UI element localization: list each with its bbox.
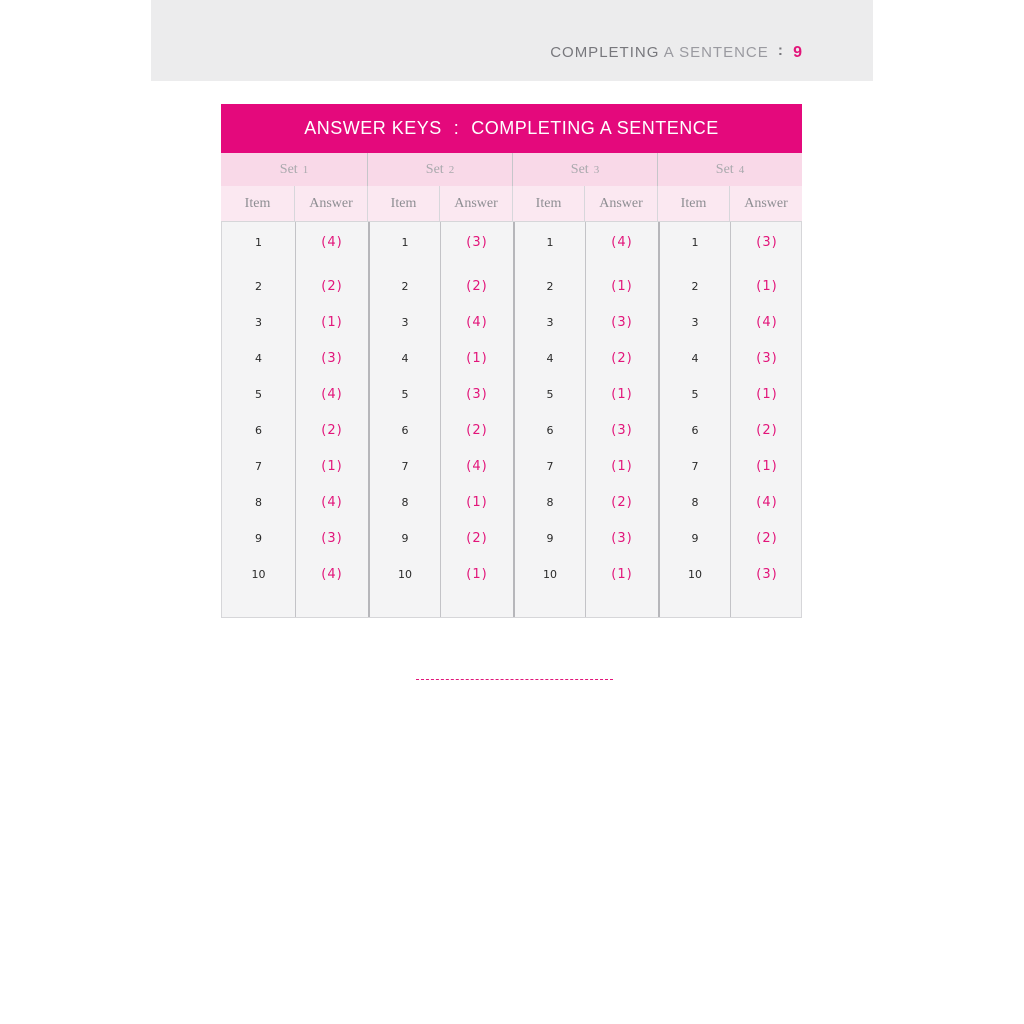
item-number: 6 (255, 424, 262, 437)
set-3-item-column (513, 222, 585, 617)
item-number: 9 (255, 532, 262, 545)
item-number: 7 (546, 460, 554, 473)
set-2-answer-column (440, 222, 513, 617)
answer-choice: (3) (756, 235, 778, 250)
answer-choice: (1) (611, 567, 633, 582)
banner-title-left: ANSWER KEYS (304, 118, 442, 138)
item-number: 3 (401, 316, 409, 329)
item-number: 2 (255, 280, 262, 293)
item-number: 3 (255, 316, 262, 329)
answer-choice: (1) (611, 279, 633, 294)
answer-choice: (2) (466, 279, 488, 294)
answer-choice: (2) (756, 531, 778, 546)
answer-choice: (4) (321, 235, 343, 250)
set-2-item-column (368, 222, 440, 617)
col-header-item: Item (244, 195, 271, 211)
answer-choice: (3) (466, 387, 488, 402)
answer-choice: (1) (756, 387, 778, 402)
item-number: 10 (543, 568, 557, 581)
item-number: 5 (546, 388, 554, 401)
answer-choice: (4) (321, 567, 343, 582)
item-number: 3 (546, 316, 554, 329)
answer-choice: (1) (611, 459, 633, 474)
answer-choice: (1) (756, 279, 778, 294)
set-header-row (221, 153, 802, 186)
item-number: 7 (255, 460, 262, 473)
item-number: 8 (401, 496, 409, 509)
col-header-item: Item (367, 186, 439, 221)
banner-colon: : (453, 118, 460, 138)
column-header-row (221, 186, 802, 221)
banner-title-right: COMPLETING A SENTENCE (471, 118, 719, 138)
col-header-item: Item (512, 186, 584, 221)
answer-choice: (4) (756, 315, 778, 330)
item-number: 3 (691, 316, 699, 329)
answer-choice: (4) (321, 495, 343, 510)
item-number: 2 (546, 280, 554, 293)
answer-choice: (3) (321, 351, 343, 366)
item-number: 7 (401, 460, 409, 473)
item-number: 1 (255, 236, 262, 249)
answer-choice: (2) (466, 423, 488, 438)
item-number: 2 (691, 280, 699, 293)
set-1-answer-column (295, 222, 368, 617)
answer-choice: (1) (466, 567, 488, 582)
dashed-divider (416, 679, 613, 680)
answer-choice: (3) (611, 315, 633, 330)
item-number: 8 (691, 496, 699, 509)
item-number: 4 (691, 352, 699, 365)
item-number: 1 (401, 236, 409, 249)
answer-choice: (3) (756, 351, 778, 366)
table-body (221, 221, 802, 618)
set-4-answer-column (730, 222, 803, 617)
answer-choice: (1) (611, 387, 633, 402)
answer-choice: (1) (321, 459, 343, 474)
item-number: 1 (546, 236, 554, 249)
set-header-1: Set 1 (279, 161, 309, 177)
col-header-answer: Answer (439, 186, 512, 221)
item-number: 6 (401, 424, 409, 437)
item-number: 5 (255, 388, 262, 401)
answer-choice: (2) (321, 423, 343, 438)
answer-choice: (2) (611, 351, 633, 366)
col-header-item: Item (657, 186, 729, 221)
item-number: 8 (255, 496, 262, 509)
answer-choice: (2) (321, 279, 343, 294)
answer-choice: (1) (466, 351, 488, 366)
answer-choice: (2) (756, 423, 778, 438)
set-header-3: Set 3 (512, 153, 657, 186)
item-number: 5 (691, 388, 699, 401)
item-number: 6 (546, 424, 554, 437)
header-separator: : (777, 42, 784, 59)
answer-choice: (4) (466, 315, 488, 330)
answer-choice: (4) (756, 495, 778, 510)
item-number: 9 (546, 532, 554, 545)
item-number: 10 (398, 568, 412, 581)
item-number: 1 (691, 236, 699, 249)
col-header-answer: Answer (729, 186, 802, 221)
item-number: 10 (251, 568, 266, 581)
item-number: 7 (691, 460, 699, 473)
item-number: 10 (688, 568, 702, 581)
set-header-2: Set 2 (367, 153, 512, 186)
answer-choice: (1) (466, 495, 488, 510)
item-number: 4 (255, 352, 262, 365)
answer-choice: (4) (611, 235, 633, 250)
answer-choice: (3) (611, 423, 633, 438)
answer-choice: (1) (756, 459, 778, 474)
table-banner (221, 104, 802, 153)
item-number: 9 (401, 532, 409, 545)
col-header-answer: Answer (294, 186, 367, 221)
set-header-4: Set 4 (657, 153, 802, 186)
item-number: 4 (546, 352, 554, 365)
set-3-answer-column (585, 222, 658, 617)
item-number: 4 (401, 352, 409, 365)
answer-key-table (221, 104, 802, 618)
item-number: 9 (691, 532, 699, 545)
set-4-item-column (658, 222, 730, 617)
header-word-sentence: A SENTENCE (663, 44, 769, 61)
answer-choice: (2) (466, 531, 488, 546)
item-number: 6 (691, 424, 699, 437)
page-number: 9 (793, 44, 803, 61)
answer-choice: (3) (756, 567, 778, 582)
col-header-answer: Answer (584, 186, 657, 221)
running-header (550, 44, 803, 62)
answer-choice: (3) (466, 235, 488, 250)
item-number: 5 (401, 388, 409, 401)
page-header (151, 0, 873, 81)
answer-choice: (4) (466, 459, 488, 474)
answer-choice: (2) (611, 495, 633, 510)
answer-choice: (3) (611, 531, 633, 546)
item-number: 2 (401, 280, 409, 293)
answer-choice: (3) (321, 531, 343, 546)
set-1-item-column (222, 222, 295, 617)
item-number: 8 (546, 496, 554, 509)
answer-choice: (1) (321, 315, 343, 330)
header-word-completing: COMPLETING (550, 44, 660, 61)
answer-choice: (4) (321, 387, 343, 402)
